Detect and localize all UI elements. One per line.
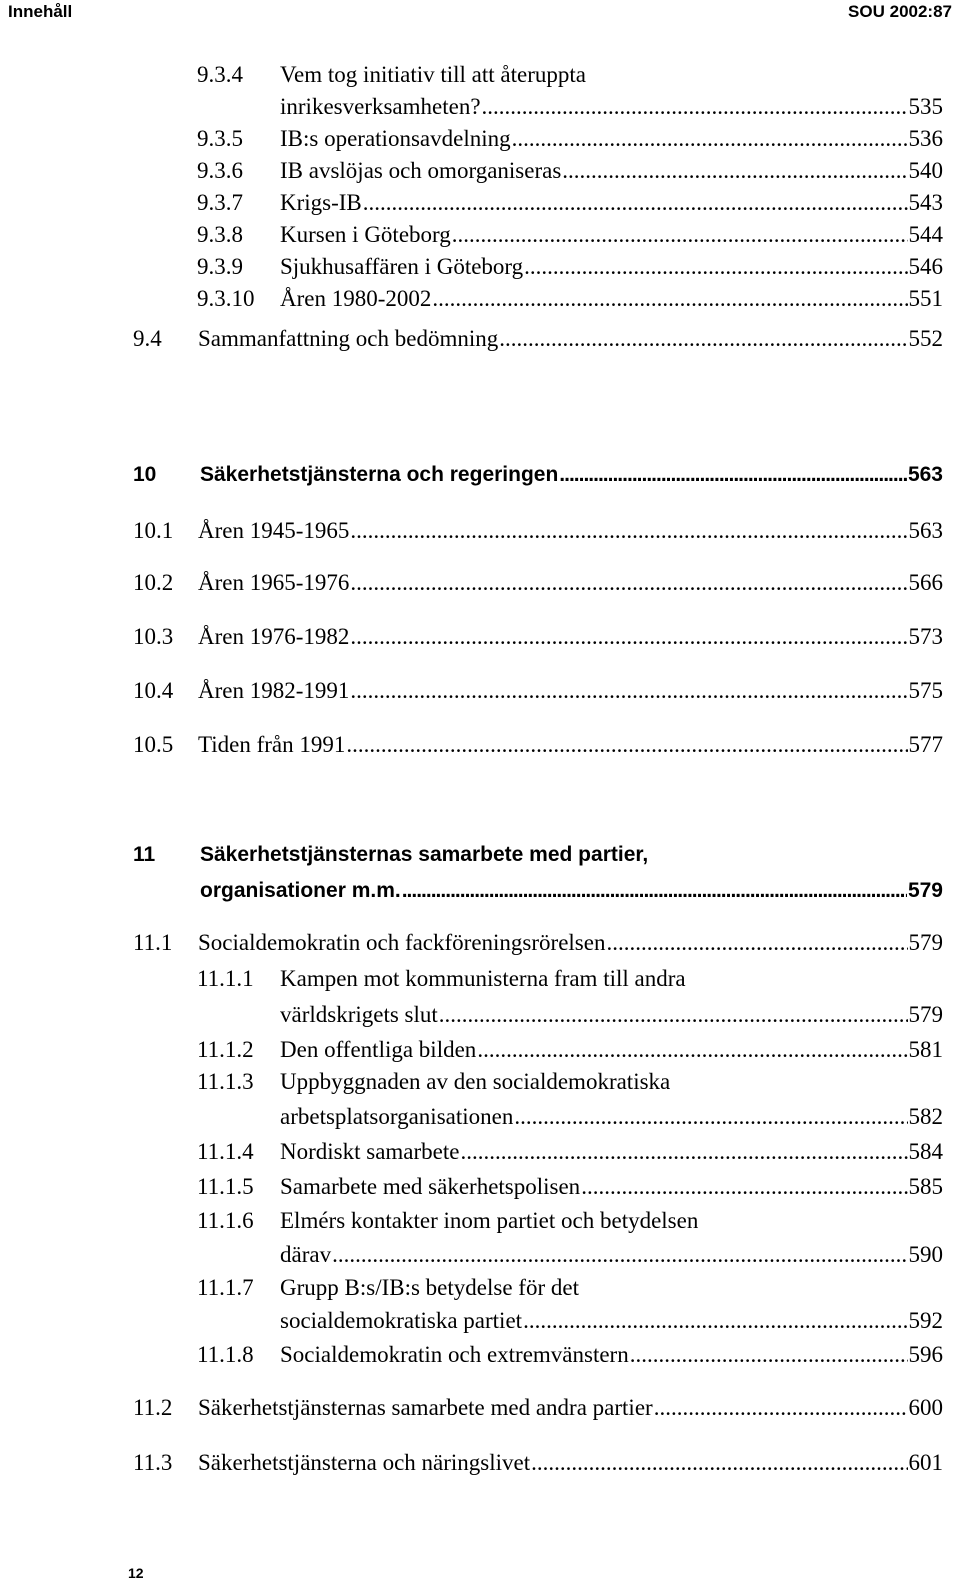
running-header-section: Innehåll [8,2,73,21]
toc-chapter-entry[interactable] [0,460,960,490]
toc-entry[interactable] [0,1273,960,1303]
toc-entry-number: 9.3.7 [197,190,243,215]
toc-entry[interactable] [0,220,960,250]
toc-entry-title: inrikesverksamheten? [280,94,481,119]
toc-entry-content [280,964,943,994]
toc-entry-content [280,1240,943,1270]
toc-entry-page-number: 601 [908,1450,943,1475]
toc-entry-title: Socialdemokratin och extremvänstern [280,1342,629,1367]
toc-entry-page-number: 582 [908,1104,943,1129]
page-number: 12 [128,1565,144,1581]
toc-entry[interactable] [0,284,960,314]
toc-entry[interactable] [0,622,960,652]
toc-entry-content [280,252,943,282]
toc-entry-title: Åren 1982-1991 [198,678,350,703]
toc-entry-number: 9.3.5 [197,126,243,151]
toc-entry-page-number: 579 [908,930,943,955]
dot-leader [439,1000,908,1030]
toc-entry-page-number: 575 [908,678,943,703]
toc-entry-content [280,1102,943,1132]
toc-entry[interactable] [0,1393,960,1423]
toc-entry-content [198,568,943,598]
toc-entry-content [280,1340,943,1370]
toc-entry[interactable] [0,1172,960,1202]
toc-entry[interactable] [0,1340,960,1370]
dot-leader [559,460,907,490]
dot-leader [499,324,907,354]
toc-entry-content [200,876,943,906]
toc-entry-content [198,730,943,760]
toc-entry-title: socialdemokratiska partiet [280,1308,523,1333]
toc-entry-page-number: 543 [908,190,943,215]
dot-leader [346,730,907,760]
running-header-document-id: SOU 2002:87 [848,2,952,21]
toc-entry[interactable] [0,928,960,958]
toc-entry-number: 11.1.7 [197,1275,254,1300]
toc-entry-page-number: 566 [908,570,943,595]
toc-entry-number: 11.1.1 [197,966,254,991]
toc-entry[interactable] [0,124,960,154]
toc-entry-content [198,676,943,706]
toc-entry-content [198,516,943,546]
toc-entry-content [280,1172,943,1202]
toc-entry-title: Sjukhusaffären i Göteborg [280,254,524,279]
toc-entry[interactable] [0,1067,960,1097]
toc-entry[interactable] [0,1035,960,1065]
toc-entry-page-number: 546 [908,254,943,279]
dot-leader [460,1137,907,1167]
toc-entry[interactable] [0,60,960,90]
toc-entry[interactable] [0,92,960,122]
toc-entry-number: 10.2 [133,570,174,595]
toc-entry[interactable] [0,156,960,186]
dot-leader [512,124,908,154]
toc-entry-content [280,92,943,122]
toc-entry[interactable] [0,1240,960,1270]
toc-entry[interactable] [0,188,960,218]
toc-entry-title: IB avslöjas och omorganiseras [280,158,562,183]
toc-entry-title: Nordiskt samarbete [280,1139,460,1164]
toc-entry-title: Socialdemokratin och fackföreningsrörelsen [198,930,606,955]
toc-entry-content [198,324,943,354]
toc-entry[interactable] [0,1102,960,1132]
dot-leader [531,1448,907,1478]
toc-entry-content [280,1067,943,1097]
toc-entry-content [280,1206,943,1236]
toc-entry[interactable] [0,516,960,546]
toc-entry-title: Elmérs kontakter inom partiet och betydelsen [280,1208,699,1233]
toc-entry-title: Kampen mot kommunisterna fram till andra [280,966,686,991]
toc-entry-content [198,622,943,652]
dot-leader [402,876,907,906]
toc-entry-page-number: 579 [907,879,943,902]
dot-leader [350,516,907,546]
toc-entry-content [198,1448,943,1478]
toc-entry-page-number: 563 [908,518,943,543]
toc-entry[interactable] [0,1206,960,1236]
toc-entry-title: Sammanfattning och bedömning [198,326,499,351]
toc-entry-content [280,60,943,90]
toc-entry-page-number: 551 [908,286,943,311]
toc-entry-content [280,220,943,250]
toc-entry-number: 11.1.2 [197,1037,254,1062]
toc-entry-page-number: 544 [908,222,943,247]
toc-entry-title: Åren 1945-1965 [198,518,350,543]
toc-chapter-entry[interactable] [0,876,960,906]
dot-leader [523,1306,907,1336]
dot-leader [332,1240,907,1270]
toc-entry-title: Uppbyggnaden av den socialdemokratiska [280,1069,671,1094]
dot-leader [482,92,908,122]
toc-entry-page-number: 585 [908,1174,943,1199]
toc-entry-content [280,1306,943,1336]
toc-entry-content [280,1273,943,1303]
toc-entry-content [280,1137,943,1167]
toc-entry-content [198,928,943,958]
toc-entry[interactable] [0,964,960,994]
toc-entry-number: 11.1.5 [197,1174,254,1199]
dot-leader [477,1035,907,1065]
toc-entry-number: 9.3.6 [197,158,243,183]
toc-entry[interactable] [0,1306,960,1336]
toc-chapter-entry[interactable] [0,840,960,870]
dot-leader [562,156,907,186]
toc-entry-content [280,124,943,154]
toc-entry-number: 10.1 [133,518,174,543]
dot-leader [432,284,907,314]
toc-entry[interactable] [0,1000,960,1030]
toc-entry-page-number: 536 [908,126,943,151]
toc-entry-page-number: 535 [908,94,943,119]
toc-entry-number: 9.4 [133,326,162,351]
toc-entry-title: Säkerhetstjänsterna och regeringen [200,463,559,486]
toc-entry-page-number: 581 [908,1037,943,1062]
toc-entry-title: Säkerhetstjänsternas samarbete med andra partier [198,1395,653,1420]
toc-entry-title: Kursen i Göteborg [280,222,451,247]
toc-entry-number: 11.1.8 [197,1342,254,1367]
toc-entry-page-number: 592 [908,1308,943,1333]
dot-leader [363,188,908,218]
dot-leader [350,676,907,706]
toc-entry[interactable] [0,1448,960,1478]
toc-entry-title: Den offentliga bilden [280,1037,477,1062]
toc-entry-title: Grupp B:s/IB:s betydelse för det [280,1275,579,1300]
toc-entry-title: Åren 1965-1976 [198,570,350,595]
toc-entry[interactable] [0,1137,960,1167]
toc-entry-page-number: 540 [908,158,943,183]
toc-entry-content [280,284,943,314]
toc-entry-title: Samarbete med säkerhetspolisen [280,1174,581,1199]
toc-entry-page-number: 590 [908,1242,943,1267]
toc-entry[interactable] [0,568,960,598]
toc-entry-page-number: 596 [908,1342,943,1367]
dot-leader [350,622,907,652]
toc-entry-number: 11.2 [133,1395,173,1420]
dot-leader [630,1340,908,1370]
toc-entry-title: världskrigets slut [280,1002,438,1027]
toc-entry-number: 11.1.6 [197,1208,254,1233]
toc-entry[interactable] [0,252,960,282]
toc-entry-content [198,1393,943,1423]
toc-entry-number: 11.3 [133,1450,173,1475]
toc-entry-content [280,156,943,186]
toc-entry-content [280,188,943,218]
dot-leader [452,220,908,250]
toc-entry-page-number: 563 [907,463,943,486]
toc-entry-number: 11 [133,843,156,866]
toc-entry-title: Säkerhetstjänsterna och näringslivet [198,1450,531,1475]
toc-entry-page-number: 573 [908,624,943,649]
toc-entry-page-number: 600 [908,1395,943,1420]
toc-entry-title: Åren 1980-2002 [280,286,432,311]
toc-entry-title: organisationer m.m. [200,879,401,902]
toc-entry-title: Vem tog initiativ till att återuppta [280,62,586,87]
toc-entry-content [200,460,943,490]
toc-entry[interactable] [0,676,960,706]
toc-entry-number: 9.3.4 [197,62,243,87]
toc-entry[interactable] [0,730,960,760]
toc-entry-title: Säkerhetstjänsternas samarbete med partier, [200,843,649,866]
toc-entry-number: 9.3.8 [197,222,243,247]
toc-entry-number: 11.1 [133,930,173,955]
toc-entry-page-number: 552 [908,326,943,351]
toc-entry-number: 10.5 [133,732,174,757]
toc-entry-title: Tiden från 1991 [198,732,346,757]
toc-entry-number: 10.3 [133,624,174,649]
toc-entry-content [280,1035,943,1065]
toc-entry-number: 11.1.3 [197,1069,254,1094]
toc-entry-title: Åren 1976-1982 [198,624,350,649]
toc-entry-number: 9.3.9 [197,254,243,279]
toc-entry-title: Krigs-IB [280,190,362,215]
dot-leader [654,1393,908,1423]
toc-entry-number: 11.1.4 [197,1139,254,1164]
toc-entry-title: därav [280,1242,332,1267]
toc-entry-title: IB:s operationsavdelning [280,126,511,151]
dot-leader [350,568,907,598]
toc-entry-title: arbetsplatsorganisationen [280,1104,514,1129]
toc-entry[interactable] [0,324,960,354]
toc-entry-number: 9.3.10 [197,286,255,311]
toc-entry-number: 10 [133,463,157,486]
dot-leader [606,928,907,958]
toc-entry-page-number: 579 [908,1002,943,1027]
dot-leader [524,252,907,282]
toc-entry-content [200,840,943,870]
dot-leader [581,1172,907,1202]
toc-entry-content [280,1000,943,1030]
toc-entry-page-number: 584 [908,1139,943,1164]
toc-entry-number: 10.4 [133,678,174,703]
toc-entry-page-number: 577 [908,732,943,757]
dot-leader [514,1102,907,1132]
